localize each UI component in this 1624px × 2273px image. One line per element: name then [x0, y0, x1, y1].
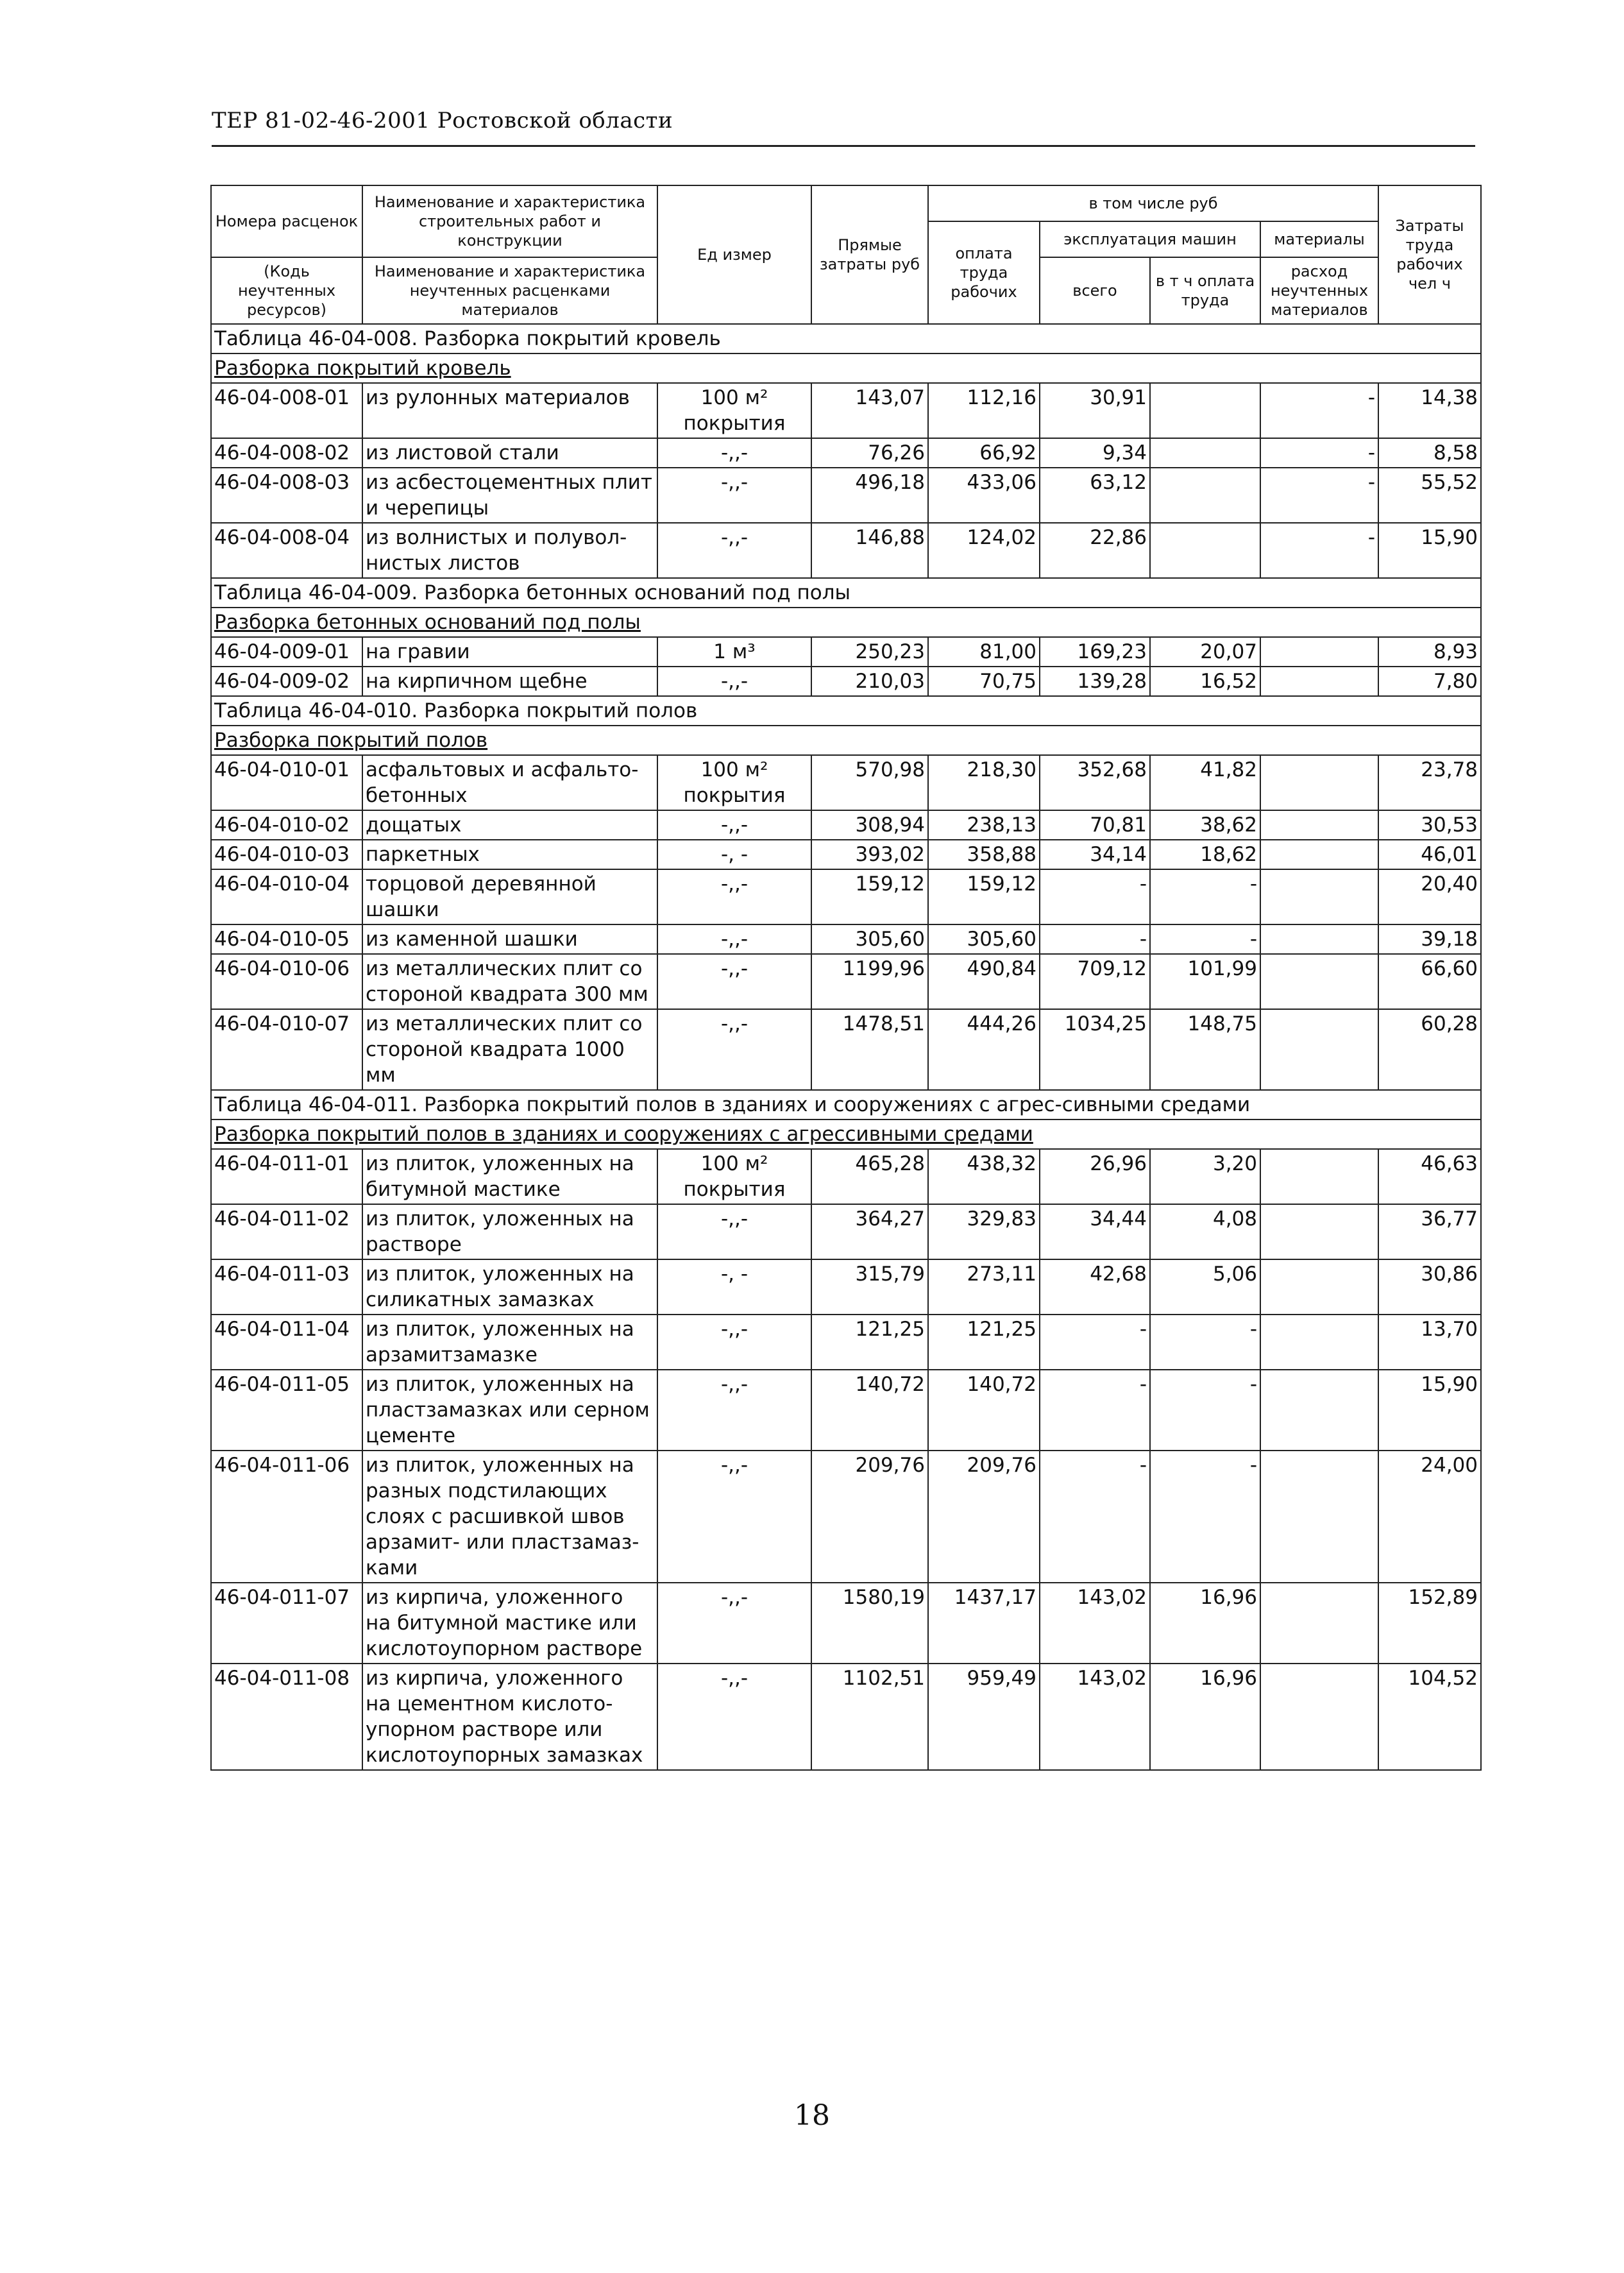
col-direct-head: Прямые затраты руб [811, 185, 928, 324]
machines-labor-pay: 148,75 [1150, 1009, 1260, 1090]
machines-total: - [1040, 869, 1150, 924]
labor-pay: 358,88 [928, 840, 1040, 869]
section-subtitle-cell [211, 353, 1481, 383]
rate-name: из волнистых и полувол-нистых листов [362, 523, 657, 578]
rate-name: дощатых [362, 810, 657, 840]
header-rule [212, 145, 1475, 147]
rate-unit: -,,- [657, 1009, 811, 1090]
materials-value [1260, 869, 1378, 924]
machines-total: 139,28 [1040, 667, 1150, 696]
machines-total: 26,96 [1040, 1149, 1150, 1204]
labor-pay: 959,49 [928, 1664, 1040, 1770]
table-row [211, 1664, 1481, 1770]
section-title-row [211, 578, 1481, 608]
labor-cost: 8,93 [1378, 637, 1481, 667]
table-head [211, 185, 1481, 324]
direct-cost: 209,76 [811, 1451, 928, 1583]
table-row [211, 1315, 1481, 1370]
rate-name: из плиток, уложенных на силикатных замазках [362, 1259, 657, 1315]
table-row [211, 1009, 1481, 1090]
machines-labor-pay: 16,96 [1150, 1583, 1260, 1664]
materials-value [1260, 755, 1378, 810]
direct-cost: 364,27 [811, 1204, 928, 1259]
labor-cost: 39,18 [1378, 924, 1481, 954]
col-labor-cost-head: Затраты труда рабочих чел ч [1378, 185, 1481, 324]
table-row [211, 1451, 1481, 1583]
machines-total: 22,86 [1040, 523, 1150, 578]
rate-code: 46-04-010-05 [211, 924, 362, 954]
machines-total: 42,68 [1040, 1259, 1150, 1315]
rate-unit: -,,- [657, 1583, 811, 1664]
labor-pay: 121,25 [928, 1315, 1040, 1370]
labor-pay: 159,12 [928, 869, 1040, 924]
labor-cost: 30,53 [1378, 810, 1481, 840]
rate-unit: -,,- [657, 1370, 811, 1451]
machines-labor-pay: - [1150, 1370, 1260, 1451]
rate-unit: -,,- [657, 468, 811, 523]
rate-name: из плиток, уложенных на битумной мастике [362, 1149, 657, 1204]
machines-total: - [1040, 1315, 1150, 1370]
materials-value [1260, 810, 1378, 840]
labor-cost: 13,70 [1378, 1315, 1481, 1370]
materials-value [1260, 1009, 1378, 1090]
direct-cost: 143,07 [811, 383, 928, 438]
labor-pay: 218,30 [928, 755, 1040, 810]
machines-labor-pay: 38,62 [1150, 810, 1260, 840]
machines-labor-pay [1150, 383, 1260, 438]
materials-value [1260, 1664, 1378, 1770]
materials-value: - [1260, 523, 1378, 578]
direct-cost: 76,26 [811, 438, 928, 468]
direct-cost: 315,79 [811, 1259, 928, 1315]
direct-cost: 1199,96 [811, 954, 928, 1009]
col-name-head: Наименование и характеристика строительных работ и конструкции [362, 185, 657, 257]
machines-labor-pay: 41,82 [1150, 755, 1260, 810]
labor-cost: 8,58 [1378, 438, 1481, 468]
table-row [211, 468, 1481, 523]
labor-cost: 36,77 [1378, 1204, 1481, 1259]
rate-code: 46-04-011-04 [211, 1315, 362, 1370]
materials-value [1260, 637, 1378, 667]
table-row [211, 924, 1481, 954]
machines-labor-pay: - [1150, 1451, 1260, 1583]
section-subtitle: Разборка бетонных оснований под полы [214, 611, 641, 634]
materials-value [1260, 924, 1378, 954]
labor-cost: 23,78 [1378, 755, 1481, 810]
machines-labor-pay [1150, 523, 1260, 578]
machines-labor-pay: 16,96 [1150, 1664, 1260, 1770]
labor-cost: 24,00 [1378, 1451, 1481, 1583]
labor-pay: 433,06 [928, 468, 1040, 523]
rate-code: 46-04-011-07 [211, 1583, 362, 1664]
section-title: Таблица 46-04-009. Разборка бетонных оснований под полы [211, 578, 1481, 608]
table-row [211, 438, 1481, 468]
labor-cost: 30,86 [1378, 1259, 1481, 1315]
rate-code: 46-04-010-06 [211, 954, 362, 1009]
machines-total: 352,68 [1040, 755, 1150, 810]
machines-labor-pay: 101,99 [1150, 954, 1260, 1009]
table-row [211, 755, 1481, 810]
labor-pay: 140,72 [928, 1370, 1040, 1451]
rate-unit: 100 м² покрытия [657, 755, 811, 810]
machines-labor-pay: 16,52 [1150, 667, 1260, 696]
machines-total: 1034,25 [1040, 1009, 1150, 1090]
rate-code: 46-04-011-03 [211, 1259, 362, 1315]
table-row [211, 667, 1481, 696]
page-header: ТЕР 81-02-46-2001 Ростовской области [212, 108, 673, 133]
direct-cost: 308,94 [811, 810, 928, 840]
section-subtitle-cell [211, 726, 1481, 755]
rate-code: 46-04-008-04 [211, 523, 362, 578]
direct-cost: 496,18 [811, 468, 928, 523]
labor-cost: 15,90 [1378, 1370, 1481, 1451]
rate-unit: -, - [657, 1259, 811, 1315]
direct-cost: 210,03 [811, 667, 928, 696]
section-subtitle-cell [211, 608, 1481, 637]
section-subtitle: Разборка покрытий полов в зданиях и сооружениях с агрессивными средами [214, 1123, 1033, 1146]
rate-code: 46-04-011-01 [211, 1149, 362, 1204]
labor-cost: 66,60 [1378, 954, 1481, 1009]
section-title-row [211, 324, 1481, 353]
labor-pay: 81,00 [928, 637, 1040, 667]
machines-labor-pay: 18,62 [1150, 840, 1260, 869]
machines-labor-pay [1150, 468, 1260, 523]
direct-cost: 250,23 [811, 637, 928, 667]
rate-name: торцовой деревянной шашки [362, 869, 657, 924]
rate-name: из плиток, уложенных на арзамитзамазке [362, 1315, 657, 1370]
rate-code: 46-04-010-01 [211, 755, 362, 810]
materials-value [1260, 1451, 1378, 1583]
materials-value [1260, 667, 1378, 696]
table-row [211, 1259, 1481, 1315]
labor-pay: 490,84 [928, 954, 1040, 1009]
labor-pay: 238,13 [928, 810, 1040, 840]
labor-pay: 329,83 [928, 1204, 1040, 1259]
section-subtitle-row [211, 353, 1481, 383]
rates-table [210, 185, 1482, 1771]
labor-pay: 1437,17 [928, 1583, 1040, 1664]
rate-code: 46-04-010-03 [211, 840, 362, 869]
labor-cost: 152,89 [1378, 1583, 1481, 1664]
col-machines-head: эксплуатация машин [1040, 221, 1260, 257]
rate-unit: -, - [657, 840, 811, 869]
labor-pay: 273,11 [928, 1259, 1040, 1315]
labor-cost: 60,28 [1378, 1009, 1481, 1090]
rate-unit: -,,- [657, 438, 811, 468]
direct-cost: 1580,19 [811, 1583, 928, 1664]
rate-unit: 100 м² покрытия [657, 1149, 811, 1204]
rate-unit: -,,- [657, 869, 811, 924]
col-code-head: Номера расценок [211, 185, 362, 257]
labor-pay: 305,60 [928, 924, 1040, 954]
machines-labor-pay: 5,06 [1150, 1259, 1260, 1315]
table-body [211, 324, 1481, 1770]
machines-total: 63,12 [1040, 468, 1150, 523]
table-row [211, 1370, 1481, 1451]
rate-name: из асбестоцементных плит и черепицы [362, 468, 657, 523]
machines-total: 30,91 [1040, 383, 1150, 438]
labor-pay: 112,16 [928, 383, 1040, 438]
rate-code: 46-04-011-05 [211, 1370, 362, 1451]
machines-labor-pay: - [1150, 924, 1260, 954]
materials-value [1260, 954, 1378, 1009]
machines-labor-pay: 4,08 [1150, 1204, 1260, 1259]
rate-name: из плиток, уложенных на растворе [362, 1204, 657, 1259]
table-row [211, 869, 1481, 924]
machines-total: 34,44 [1040, 1204, 1150, 1259]
section-subtitle-cell [211, 1119, 1481, 1149]
direct-cost: 465,28 [811, 1149, 928, 1204]
materials-value [1260, 1259, 1378, 1315]
rate-name: из плиток, уложенных на разных подстилающих слоях с расшивкой швов арзамит- или пластзамаз-ками [362, 1451, 657, 1583]
rate-name: из каменной шашки [362, 924, 657, 954]
machines-total: 143,02 [1040, 1583, 1150, 1664]
rate-name: на кирпичном щебне [362, 667, 657, 696]
col-labor-pay-head: оплата труда рабочих [928, 221, 1040, 324]
rate-code: 46-04-010-02 [211, 810, 362, 840]
materials-value [1260, 1315, 1378, 1370]
rate-unit: -,,- [657, 523, 811, 578]
col-code-sub-head: (Кодь неучтенных ресурсов) [211, 257, 362, 324]
rate-name: из листовой стали [362, 438, 657, 468]
machines-labor-pay: - [1150, 869, 1260, 924]
col-mach-pay-head: в т ч оплата труда [1150, 257, 1260, 324]
rate-code: 46-04-010-04 [211, 869, 362, 924]
machines-total: 70,81 [1040, 810, 1150, 840]
section-title-row [211, 1090, 1481, 1119]
table-row [211, 1149, 1481, 1204]
labor-cost: 46,63 [1378, 1149, 1481, 1204]
rate-name: из кирпича, уложенного на цементном кислото-упорном растворе или кислотоупорных замазках [362, 1664, 657, 1770]
section-title: Таблица 46-04-010. Разборка покрытий полов [211, 696, 1481, 726]
rate-name: из металлических плит со стороной квадрата 300 мм [362, 954, 657, 1009]
rate-unit: 100 м² покрытия [657, 383, 811, 438]
table-row [211, 1583, 1481, 1664]
direct-cost: 146,88 [811, 523, 928, 578]
rate-unit: -,,- [657, 1315, 811, 1370]
rate-name: из плиток, уложенных на пластзамазках или серном цементе [362, 1370, 657, 1451]
table-row [211, 523, 1481, 578]
table-row [211, 383, 1481, 438]
col-unit-head: Ед измер [657, 185, 811, 324]
section-subtitle: Разборка покрытий кровель [214, 357, 511, 380]
direct-cost: 305,60 [811, 924, 928, 954]
table-row [211, 840, 1481, 869]
col-mach-total-head: всего [1040, 257, 1150, 324]
labor-cost: 55,52 [1378, 468, 1481, 523]
rate-unit: -,,- [657, 1451, 811, 1583]
machines-total: 9,34 [1040, 438, 1150, 468]
materials-value [1260, 1583, 1378, 1664]
materials-value [1260, 840, 1378, 869]
rate-code: 46-04-009-01 [211, 637, 362, 667]
rate-name: асфальтовых и асфальто-бетонных [362, 755, 657, 810]
direct-cost: 393,02 [811, 840, 928, 869]
section-title-row [211, 696, 1481, 726]
materials-value: - [1260, 383, 1378, 438]
rate-code: 46-04-011-02 [211, 1204, 362, 1259]
rate-name: на гравии [362, 637, 657, 667]
labor-cost: 7,80 [1378, 667, 1481, 696]
labor-cost: 15,90 [1378, 523, 1481, 578]
rate-code: 46-04-008-02 [211, 438, 362, 468]
machines-total: 34,14 [1040, 840, 1150, 869]
rate-unit: -,,- [657, 954, 811, 1009]
materials-value [1260, 1149, 1378, 1204]
labor-pay: 66,92 [928, 438, 1040, 468]
labor-pay: 209,76 [928, 1451, 1040, 1583]
rate-unit: -,,- [657, 924, 811, 954]
rate-code: 46-04-011-06 [211, 1451, 362, 1583]
rate-code: 46-04-011-08 [211, 1664, 362, 1770]
direct-cost: 121,25 [811, 1315, 928, 1370]
rate-code: 46-04-009-02 [211, 667, 362, 696]
section-subtitle-row [211, 1119, 1481, 1149]
rate-code: 46-04-008-01 [211, 383, 362, 438]
labor-cost: 14,38 [1378, 383, 1481, 438]
labor-pay: 124,02 [928, 523, 1040, 578]
machines-total: 143,02 [1040, 1664, 1150, 1770]
materials-value [1260, 1370, 1378, 1451]
page-number: 18 [794, 2099, 830, 2132]
direct-cost: 570,98 [811, 755, 928, 810]
table-row [211, 954, 1481, 1009]
machines-total: - [1040, 924, 1150, 954]
rate-name: из кирпича, уложенного на битумной мастике или кислотоупорном растворе [362, 1583, 657, 1664]
direct-cost: 159,12 [811, 869, 928, 924]
labor-cost: 20,40 [1378, 869, 1481, 924]
materials-value [1260, 1204, 1378, 1259]
rate-unit: -,,- [657, 667, 811, 696]
machines-labor-pay [1150, 438, 1260, 468]
labor-cost: 46,01 [1378, 840, 1481, 869]
rate-code: 46-04-008-03 [211, 468, 362, 523]
table-row [211, 810, 1481, 840]
labor-pay: 444,26 [928, 1009, 1040, 1090]
machines-labor-pay: 3,20 [1150, 1149, 1260, 1204]
rates-table-wrap [210, 185, 1478, 1771]
machines-total: 709,12 [1040, 954, 1150, 1009]
col-incl-head: в том числе руб [928, 185, 1378, 221]
table-row [211, 637, 1481, 667]
direct-cost: 140,72 [811, 1370, 928, 1451]
rate-name: из рулонных материалов [362, 383, 657, 438]
direct-cost: 1478,51 [811, 1009, 928, 1090]
section-subtitle: Разборка покрытий полов [214, 729, 488, 752]
labor-pay: 70,75 [928, 667, 1040, 696]
machines-total: 169,23 [1040, 637, 1150, 667]
machines-labor-pay: - [1150, 1315, 1260, 1370]
table-row [211, 1204, 1481, 1259]
rate-unit: -,,- [657, 1664, 811, 1770]
col-name-sub-head: Наименование и характеристика неучтенных расценками материалов [362, 257, 657, 324]
materials-value: - [1260, 438, 1378, 468]
direct-cost: 1102,51 [811, 1664, 928, 1770]
rate-name: из металлических плит со стороной квадрата 1000 мм [362, 1009, 657, 1090]
section-title: Таблица 46-04-008. Разборка покрытий кровель [211, 324, 1481, 353]
section-title: Таблица 46-04-011. Разборка покрытий полов в зданиях и сооружениях с агрес-сивными средами [211, 1090, 1481, 1119]
machines-total: - [1040, 1370, 1150, 1451]
labor-cost: 104,52 [1378, 1664, 1481, 1770]
section-subtitle-row [211, 608, 1481, 637]
section-subtitle-row [211, 726, 1481, 755]
labor-pay: 438,32 [928, 1149, 1040, 1204]
rate-name: паркетных [362, 840, 657, 869]
rate-unit: -,,- [657, 810, 811, 840]
machines-total: - [1040, 1451, 1150, 1583]
col-mat-usage-head: расход неучтенных материалов [1260, 257, 1378, 324]
rate-unit: 1 м³ [657, 637, 811, 667]
col-materials-head: материалы [1260, 221, 1378, 257]
rate-unit: -,,- [657, 1204, 811, 1259]
rate-code: 46-04-010-07 [211, 1009, 362, 1090]
materials-value: - [1260, 468, 1378, 523]
machines-labor-pay: 20,07 [1150, 637, 1260, 667]
